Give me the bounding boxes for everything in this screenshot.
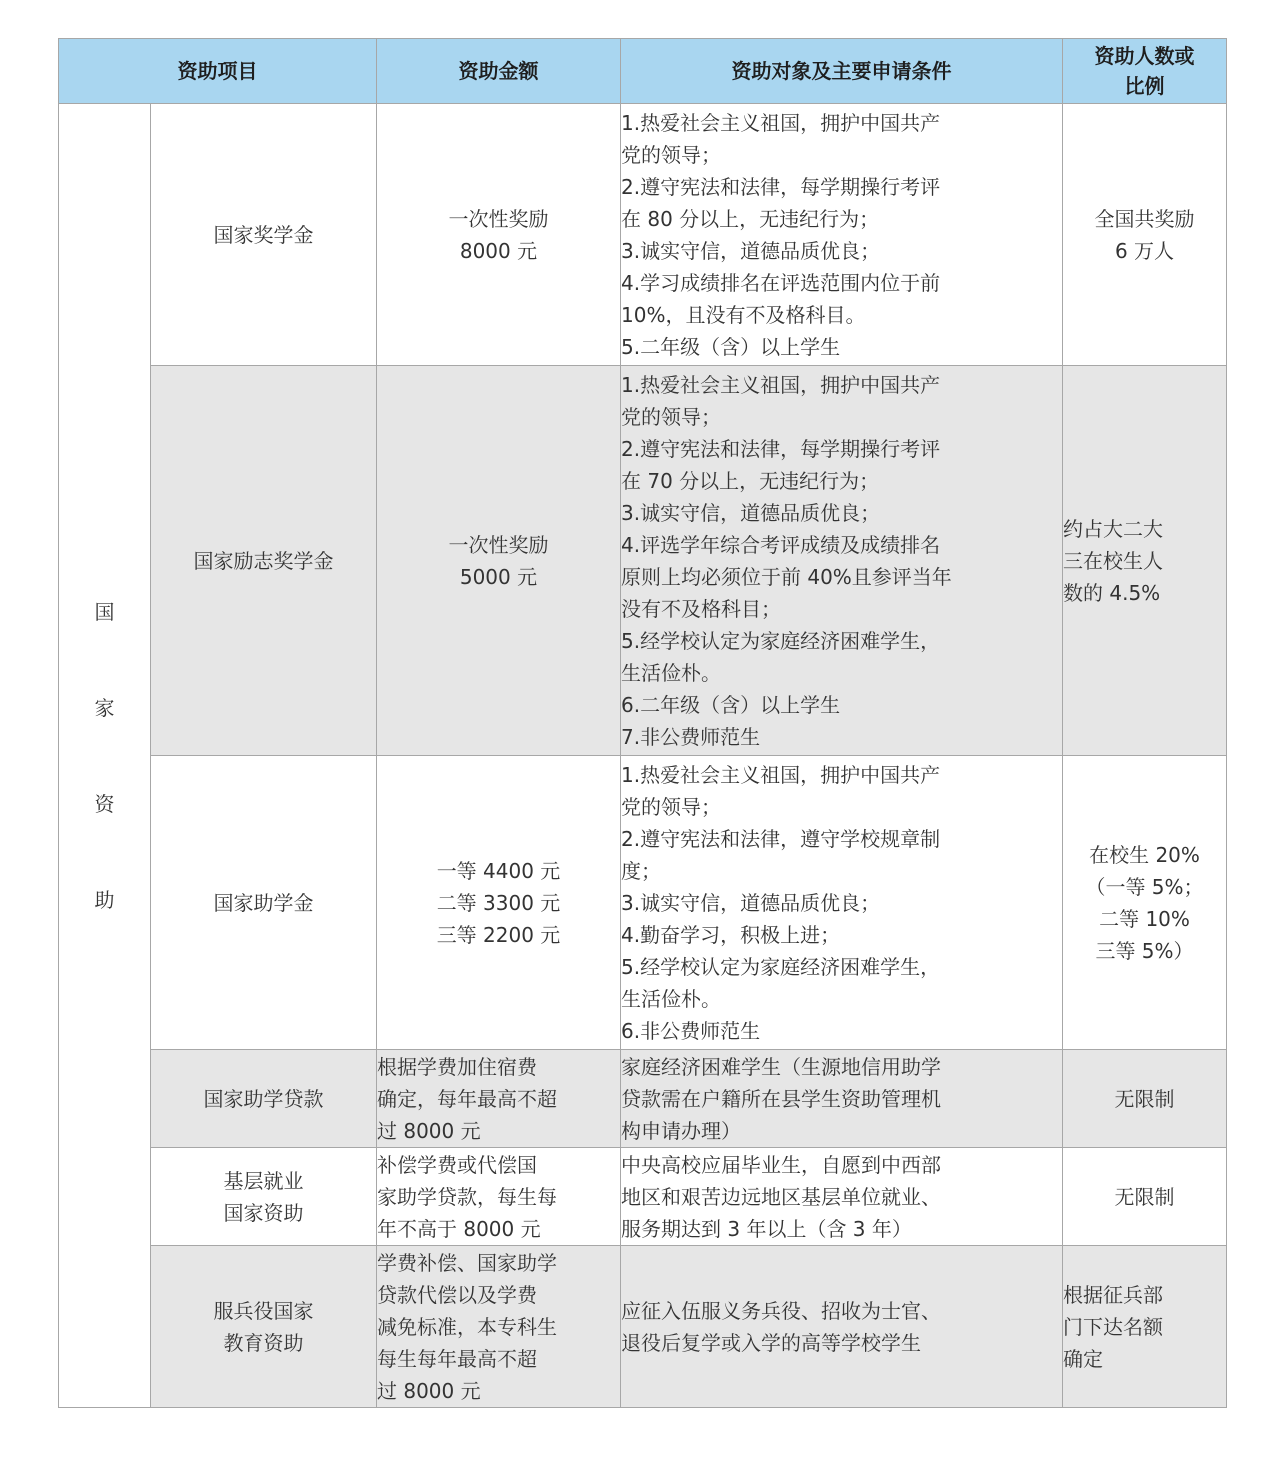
count-line: 约占大二大 — [1063, 516, 1163, 541]
category-char: 助 — [94, 887, 115, 912]
item-line: 国家助学贷款 — [203, 1086, 324, 1111]
amount-line: 二等 3300 元 — [436, 890, 561, 915]
aid-amount-cell — [377, 1050, 621, 1148]
condition-line: 2.遵守宪法和法律，遵守学校规章制 — [621, 826, 941, 851]
condition-line: 4.勤奋学习，积极上进； — [621, 922, 841, 947]
aid-item-cell — [151, 366, 377, 756]
condition-line: 党的领导； — [621, 794, 721, 819]
amount-line: 过 8000 元 — [377, 1378, 481, 1403]
aid-conditions-cell — [621, 1246, 1063, 1408]
header-aid-conditions: 资助对象及主要申请条件 — [621, 39, 1063, 104]
condition-line: 5.二年级（含）以上学生 — [621, 334, 841, 359]
count-line: 全国共奖励 — [1094, 206, 1195, 231]
condition-line: 生活俭朴。 — [621, 660, 721, 685]
condition-line: 没有不及格科目； — [621, 596, 781, 621]
item-line: 教育资助 — [223, 1330, 304, 1355]
item-line: 国家助学金 — [213, 890, 314, 915]
condition-line: 1.热爱社会主义祖国，拥护中国共产 — [621, 372, 941, 397]
condition-line: 地区和艰苦边远地区基层单位就业、 — [621, 1184, 941, 1209]
condition-line: 党的领导； — [621, 142, 721, 167]
condition-line: 10%，且没有不及格科目。 — [621, 302, 866, 327]
header-aid-amount: 资助金额 — [377, 39, 621, 104]
aid-conditions-cell — [621, 104, 1063, 366]
aid-amount-cell — [377, 1148, 621, 1246]
condition-line: 2.遵守宪法和法律，每学期操行考评 — [621, 436, 941, 461]
condition-line: 原则上均必须位于前 40%且参评当年 — [621, 564, 952, 589]
condition-line: 1.热爱社会主义祖国，拥护中国共产 — [621, 762, 941, 787]
condition-line: 贷款需在户籍所在县学生资助管理机 — [621, 1086, 941, 1111]
amount-line: 补偿学费或代偿国 — [377, 1152, 537, 1177]
count-line: 数的 4.5% — [1063, 580, 1161, 605]
condition-line: 度； — [621, 858, 661, 883]
amount-line: 一次性奖励 — [448, 532, 549, 557]
aid-amount-cell — [377, 104, 621, 366]
table-row — [59, 1246, 1227, 1408]
amount-line: 每生每年最高不超 — [377, 1346, 537, 1371]
condition-line: 4.学习成绩排名在评选范围内位于前 — [621, 270, 941, 295]
amount-line: 学费补偿、国家助学 — [377, 1250, 557, 1275]
header-aid-count — [1063, 39, 1227, 104]
category-char: 国 — [94, 599, 115, 624]
aid-count-cell — [1063, 104, 1227, 366]
table-row — [59, 756, 1227, 1050]
aid-amount-cell — [377, 1246, 621, 1408]
count-line: 二等 10% — [1099, 906, 1190, 931]
aid-amount-cell — [377, 366, 621, 756]
category-cell — [59, 104, 151, 1408]
aid-item-cell — [151, 1246, 377, 1408]
condition-line: 3.诚实守信，道德品质优良； — [621, 238, 881, 263]
condition-line: 党的领导； — [621, 404, 721, 429]
aid-count-cell — [1063, 1246, 1227, 1408]
item-line: 国家励志奖学金 — [193, 548, 334, 573]
aid-conditions-cell — [621, 1050, 1063, 1148]
aid-item-cell — [151, 756, 377, 1050]
condition-line: 在 80 分以上，无违纪行为； — [621, 206, 880, 231]
amount-line: 贷款代偿以及学费 — [377, 1282, 537, 1307]
amount-line: 8000 元 — [459, 238, 538, 263]
header-aid-count-line: 资助人数或 比例 — [1094, 44, 1195, 98]
aid-count-cell — [1063, 1148, 1227, 1246]
item-line: 基层就业 — [223, 1168, 304, 1193]
amount-line: 5000 元 — [459, 564, 538, 589]
aid-conditions-cell — [621, 756, 1063, 1050]
aid-amount-cell — [377, 756, 621, 1050]
count-line: （一等 5%； — [1085, 874, 1204, 899]
aid-conditions-cell — [621, 366, 1063, 756]
category-char: 家 — [94, 695, 115, 720]
category-char: 资 — [94, 791, 115, 816]
amount-line: 一次性奖励 — [448, 206, 549, 231]
condition-line: 1.热爱社会主义祖国，拥护中国共产 — [621, 110, 941, 135]
condition-line: 退役后复学或入学的高等学校学生 — [621, 1330, 921, 1355]
amount-line: 三等 2200 元 — [436, 922, 561, 947]
table-row — [59, 104, 1227, 366]
amount-line: 过 8000 元 — [377, 1118, 481, 1143]
item-line: 国家资助 — [223, 1200, 304, 1225]
amount-line: 一等 4400 元 — [436, 858, 561, 883]
condition-line: 3.诚实守信，道德品质优良； — [621, 890, 881, 915]
aid-conditions-cell — [621, 1148, 1063, 1246]
count-line: 在校生 20% — [1089, 842, 1200, 867]
header-aid-item: 资助项目 — [59, 39, 377, 104]
table-row — [59, 1050, 1227, 1148]
count-line: 门下达名额 — [1063, 1314, 1163, 1339]
condition-line: 6.二年级（含）以上学生 — [621, 692, 841, 717]
count-line: 根据征兵部 — [1063, 1282, 1163, 1307]
aid-count-cell — [1063, 756, 1227, 1050]
count-line: 三在校生人 — [1063, 548, 1163, 573]
table-row — [59, 1148, 1227, 1246]
condition-line: 3.诚实守信，道德品质优良； — [621, 500, 881, 525]
condition-line: 6.非公费师范生 — [621, 1018, 761, 1043]
condition-line: 中央高校应届毕业生，自愿到中西部 — [621, 1152, 941, 1177]
condition-line: 服务期达到 3 年以上（含 3 年） — [621, 1216, 912, 1241]
count-line: 无限制 — [1114, 1086, 1175, 1111]
amount-line: 家助学贷款，每生每 — [377, 1184, 557, 1209]
condition-line: 7.非公费师范生 — [621, 724, 761, 749]
condition-line: 2.遵守宪法和法律，每学期操行考评 — [621, 174, 941, 199]
count-line: 无限制 — [1114, 1184, 1175, 1209]
condition-line: 构申请办理） — [621, 1118, 741, 1143]
count-line: 三等 5%） — [1095, 938, 1194, 963]
table-row — [59, 366, 1227, 756]
aid-count-cell — [1063, 366, 1227, 756]
count-line: 6 万人 — [1114, 238, 1175, 263]
condition-line: 生活俭朴。 — [621, 986, 721, 1011]
student-aid-table — [58, 38, 1227, 1408]
condition-line: 应征入伍服义务兵役、招收为士官、 — [621, 1298, 941, 1323]
aid-item-cell — [151, 1148, 377, 1246]
amount-line: 年不高于 8000 元 — [377, 1216, 541, 1241]
amount-line: 确定，每年最高不超 — [377, 1086, 557, 1111]
condition-line: 5.经学校认定为家庭经济困难学生， — [621, 628, 941, 653]
amount-line: 减免标准，本专科生 — [377, 1314, 557, 1339]
count-line: 确定 — [1063, 1346, 1103, 1371]
condition-line: 家庭经济困难学生（生源地信用助学 — [621, 1054, 941, 1079]
condition-line: 4.评选学年综合考评成绩及成绩排名 — [621, 532, 941, 557]
amount-line: 根据学费加住宿费 — [377, 1054, 537, 1079]
aid-item-cell — [151, 1050, 377, 1148]
condition-line: 在 70 分以上，无违纪行为； — [621, 468, 880, 493]
item-line: 国家奖学金 — [213, 222, 314, 247]
aid-count-cell — [1063, 1050, 1227, 1148]
condition-line: 5.经学校认定为家庭经济困难学生， — [621, 954, 941, 979]
item-line: 服兵役国家 — [213, 1298, 314, 1323]
header-row — [59, 39, 1227, 104]
aid-item-cell — [151, 104, 377, 366]
